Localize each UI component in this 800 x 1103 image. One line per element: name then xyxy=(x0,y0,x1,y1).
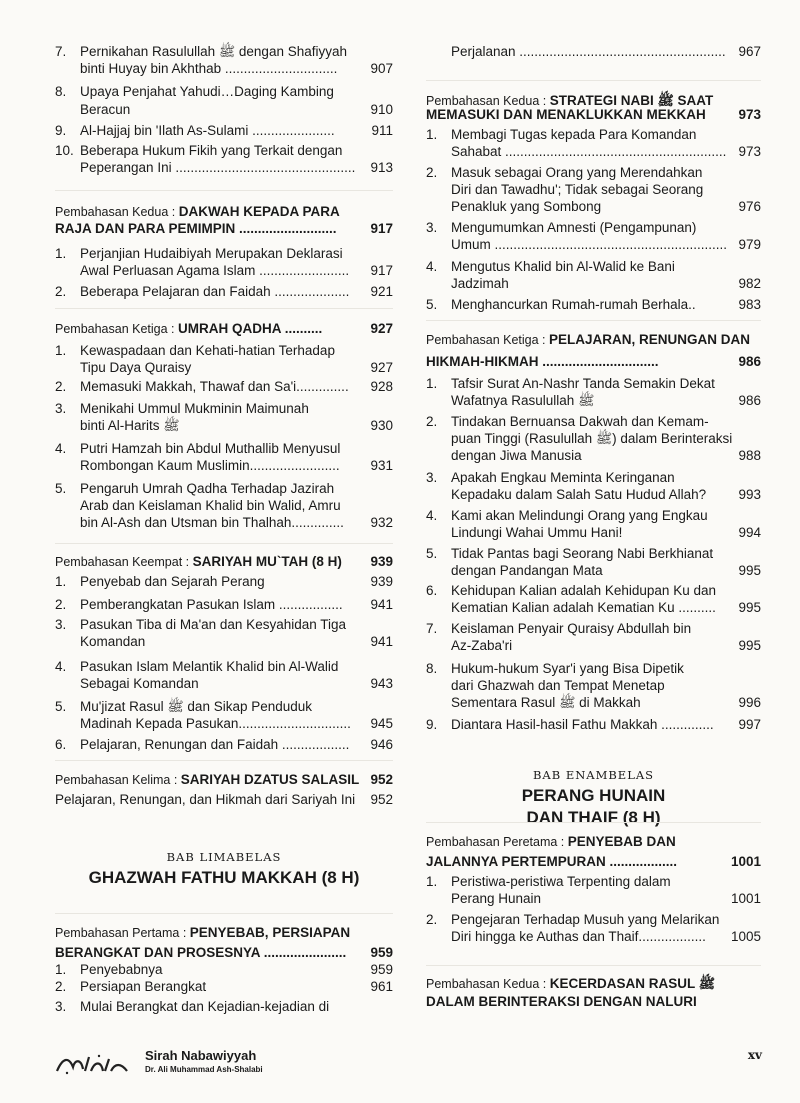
section-title: STRATEGI NABI ﷺ SAAT xyxy=(549,93,714,108)
entry-number: 8. xyxy=(55,84,67,99)
page-ref: 910 xyxy=(370,102,393,117)
section-label: Pembahasan Kedua : xyxy=(426,94,550,108)
entry-number: 2. xyxy=(426,912,438,927)
chapter-title: GHAZWAH FATHU MAKKAH (8 H) xyxy=(88,868,360,887)
entry-number: 3. xyxy=(426,220,438,235)
entry-title: bin Al-Ash dan Utsman bin Thalhah.............. xyxy=(80,515,344,530)
entry-title: Perang Hunain xyxy=(451,891,542,906)
section-title: BERANGKAT DAN PROSESNYA ...................... xyxy=(55,945,347,960)
entry-number: 1. xyxy=(426,874,438,889)
page-ref: 973 xyxy=(738,144,761,159)
entry-title: dengan Jiwa Manusia xyxy=(451,448,582,463)
entry-number: 5. xyxy=(426,297,438,312)
entry-title: dari Ghazwah dan Tempat Menetap xyxy=(451,678,665,693)
entry-number: 1. xyxy=(426,376,438,391)
entry-title: Masuk sebagai Orang yang Merendahkan xyxy=(451,165,703,180)
entry-title: Pelajaran, Renungan dan Faidah .................. xyxy=(80,737,350,752)
entry-number: 8. xyxy=(426,661,438,676)
entry-title: Arab dan Keislaman Khalid bin Walid, Amru xyxy=(80,498,341,513)
entry-number: 3. xyxy=(55,999,67,1014)
page-ref: 932 xyxy=(370,515,393,530)
section-title: MEMASUKI DAN MENAKLUKKAN MEKKAH xyxy=(426,107,706,122)
entry-title: Komandan xyxy=(80,634,146,649)
entry-number: 1. xyxy=(55,574,67,589)
entry-title: Tindakan Bernuansa Dakwah dan Kemam- xyxy=(451,414,709,429)
entry-number: 2. xyxy=(55,597,67,612)
entry-title: Umum .............................................................. xyxy=(451,237,728,252)
entry-title: Mulai Berangkat dan Kejadian-kejadian di xyxy=(80,999,330,1014)
page-ref: 943 xyxy=(370,676,393,691)
section-divider xyxy=(426,80,761,81)
entry-number: 4. xyxy=(55,659,67,674)
entry-number: 6. xyxy=(426,583,438,598)
entry-number: 9. xyxy=(55,123,67,138)
entry-title: Diri hingga ke Authas dan Thaif.................. xyxy=(451,929,706,944)
entry-title: Penakluk yang Sombong xyxy=(451,199,602,214)
section-divider xyxy=(426,965,761,966)
section-label: Pembahasan Keempat : xyxy=(55,555,193,569)
entry-title: Penyebabnya xyxy=(80,962,163,977)
page-ref: 930 xyxy=(370,418,393,433)
page-ref: 959 xyxy=(370,962,393,977)
entry-number: 4. xyxy=(426,508,438,523)
entry-title: Az-Zaba'ri xyxy=(451,638,513,653)
chapter-kicker: BAB ENAMBELAS xyxy=(532,768,655,782)
entry-title: Lindungi Wahai Ummu Hani! xyxy=(451,525,623,540)
entry-title: Persiapan Berangkat xyxy=(80,979,207,994)
entry-title: Madinah Kepada Pasukan.............................. xyxy=(80,716,351,731)
section-title: PELAJARAN, RENUNGAN DAN xyxy=(549,332,751,347)
page-ref: 917 xyxy=(370,221,393,236)
page-ref: 1001 xyxy=(730,854,761,869)
section-label: Pembahasan Kelima : xyxy=(55,773,181,787)
book-author: Dr. Ali Muhammad Ash-Shalabi xyxy=(145,1065,263,1074)
page-ref: 928 xyxy=(370,379,393,394)
publisher-logo xyxy=(55,1053,130,1075)
page-ref: 976 xyxy=(738,199,761,214)
entry-number: 5. xyxy=(55,481,67,496)
entry-title: Peristiwa-peristiwa Terpenting dalam xyxy=(451,874,671,889)
entry-title: Wafatnya Rasulullah ﷺ xyxy=(451,393,595,408)
page-ref: 913 xyxy=(370,160,393,175)
entry-title: Jadzimah xyxy=(451,276,509,291)
page-ref: 979 xyxy=(738,237,761,252)
entry-title: Sahabat ........................................................... xyxy=(451,144,727,159)
page-ref: 927 xyxy=(370,321,393,336)
entry-title: Pengaruh Umrah Qadha Terhadap Jazirah xyxy=(80,481,335,496)
entry-title: Awal Perluasan Agama Islam ........................ xyxy=(80,263,350,278)
entry-title: Upaya Penjahat Yahudi…Daging Kambing xyxy=(80,84,334,99)
entry-title: Al-Hajjaj bin 'Ilath As-Sulami ...................... xyxy=(80,123,335,138)
entry-number: 1. xyxy=(55,246,67,261)
page-ref: 996 xyxy=(738,695,761,710)
entry-title: Mengumumkan Amnesti (Pengampunan) xyxy=(451,220,697,235)
page-number: xv xyxy=(747,1048,762,1062)
section-title: KECERDASAN RASUL ﷺ xyxy=(549,976,716,991)
entry-number: 3. xyxy=(426,470,438,485)
entry-number: 9. xyxy=(426,717,438,732)
section-title: RAJA DAN PARA PEMIMPIN .......................... xyxy=(55,221,337,236)
entry-number: 2. xyxy=(426,414,438,429)
entry-title: Beberapa Pelajaran dan Faidah .................... xyxy=(80,284,350,299)
section-title: DAKWAH KEPADA PARA xyxy=(178,204,340,219)
entry-title: dengan Pandangan Mata xyxy=(451,563,603,578)
section-divider xyxy=(55,308,393,309)
entry-title: Peperangan Ini ................................................ xyxy=(80,160,356,175)
section-divider xyxy=(55,913,393,914)
entry-title: Mengutus Khalid bin Al-Walid ke Bani xyxy=(451,259,675,274)
entry-title: Diri dan Tawadhu'; Tidak sebagai Seorang xyxy=(451,182,704,197)
page-ref: 967 xyxy=(738,44,761,59)
entry-number: 2. xyxy=(55,979,67,994)
chapter-kicker: BAB LIMABELAS xyxy=(166,850,282,864)
page-ref: 994 xyxy=(738,525,761,540)
entry-title: Diantara Hasil-hasil Fathu Makkah .............. xyxy=(451,717,714,732)
entry-title: binti Huyay bin Akhthab .............................. xyxy=(80,61,338,76)
entry-title: Membagi Tugas kepada Para Komandan xyxy=(451,127,697,142)
page-ref: 907 xyxy=(370,61,393,76)
entry-title: Menikahi Ummul Mukminin Maimunah xyxy=(80,401,309,416)
section-title: SARIYAH DZATUS SALASIL xyxy=(180,772,360,787)
entry-title: Pasukan Tiba di Ma'an dan Kesyahidan Tiga xyxy=(80,617,347,632)
entry-number: 4. xyxy=(426,259,438,274)
entry-title: Memasuki Makkah, Thawaf dan Sa'i.............. xyxy=(80,379,349,394)
entry-number: 2. xyxy=(55,379,67,394)
page-ref: 997 xyxy=(738,717,761,732)
section-title: HIKMAH-HIKMAH ............................... xyxy=(426,354,659,369)
page-ref: 982 xyxy=(738,276,761,291)
entry-title: Beberapa Hukum Fikih yang Terkait dengan xyxy=(80,143,343,158)
section-title: DALAM BERINTERAKSI DENGAN NALURI xyxy=(426,994,697,1009)
section-divider xyxy=(55,190,393,191)
section-title: PENYEBAB DAN xyxy=(567,834,676,849)
entry-number: 7. xyxy=(55,44,67,59)
page-ref: 961 xyxy=(370,979,393,994)
entry-title: Kehidupan Kalian adalah Kehidupan Ku dan xyxy=(451,583,716,598)
entry-title: Kematian Kalian adalah Kematian Ku .......... xyxy=(451,600,716,615)
page-ref: 946 xyxy=(370,737,393,752)
entry-number: 5. xyxy=(426,546,438,561)
entry-number: 2. xyxy=(426,165,438,180)
section-label: Pembahasan Ketiga : xyxy=(426,333,549,347)
section-title: SARIYAH MU`TAH (8 H) xyxy=(192,554,342,569)
section-divider xyxy=(426,320,761,321)
entry-title: Penyebab dan Sejarah Perang xyxy=(80,574,265,589)
section-label: Pembahasan Kedua : xyxy=(426,977,550,991)
entry-title: Sementara Rasul ﷺ di Makkah xyxy=(451,695,641,710)
entry-title: Tafsir Surat An-Nashr Tanda Semakin Dekat xyxy=(451,376,715,391)
entry-number: 10. xyxy=(55,143,74,158)
entry-number: 3. xyxy=(55,401,67,416)
chapter-title: PERANG HUNAIN xyxy=(521,786,666,805)
entry-title: Kami akan Melindungi Orang yang Engkau xyxy=(451,508,708,523)
entry-title: Kewaspadaan dan Kehati-hatian Terhadap xyxy=(80,343,335,358)
book-title: Sirah Nabawiyyah xyxy=(145,1048,257,1063)
page-ref: 939 xyxy=(370,574,393,589)
page-ref: 993 xyxy=(738,487,761,502)
section-title: PENYEBAB, PERSIAPAN xyxy=(189,925,351,940)
section-label: Pembahasan Peretama : xyxy=(426,835,568,849)
entry-title: Keislaman Penyair Quraisy Abdullah bin xyxy=(451,621,692,636)
section-title: UMRAH QADHA .......... xyxy=(178,321,323,336)
entry-title: Kepadaku dalam Salah Satu Hudud Allah? xyxy=(451,487,707,502)
page-ref: 939 xyxy=(370,554,393,569)
page-ref: 917 xyxy=(370,263,393,278)
entry-number: 2. xyxy=(55,284,67,299)
entry-number: 1. xyxy=(55,962,67,977)
entry-title: Sebagai Komandan xyxy=(80,676,199,691)
entry-number: 1. xyxy=(55,343,67,358)
entry-title: Perjanjian Hudaibiyah Merupakan Deklarasi xyxy=(80,246,343,261)
entry-title: Pengejaran Terhadap Musuh yang Melarikan xyxy=(451,912,720,927)
page-ref: 973 xyxy=(738,107,761,122)
entry-number: 6. xyxy=(55,737,67,752)
page-ref: 921 xyxy=(370,284,393,299)
page-ref: 986 xyxy=(738,393,761,408)
entry-title: Rombongan Kaum Muslimin........................ xyxy=(80,458,340,473)
entry-title: Apakah Engkau Meminta Keringanan xyxy=(451,470,675,485)
page-ref: 995 xyxy=(738,600,761,615)
entry-title: Perjalanan ....................................................... xyxy=(451,44,726,59)
entry-title: Tipu Daya Quraisy xyxy=(80,360,192,375)
page-ref: 995 xyxy=(738,638,761,653)
entry-title: Tidak Pantas bagi Seorang Nabi Berkhianat xyxy=(451,546,714,561)
page-ref: 945 xyxy=(370,716,393,731)
page-ref: 988 xyxy=(738,448,761,463)
page-ref: 931 xyxy=(370,458,393,473)
entry-number: 1. xyxy=(426,127,438,142)
entry-title: Menghancurkan Rumah-rumah Berhala.. xyxy=(451,297,696,312)
section-divider xyxy=(55,543,393,544)
page-ref: 959 xyxy=(370,945,393,960)
entry-number: 5. xyxy=(55,699,67,714)
entry-title: Pemberangkatan Pasukan Islam ................. xyxy=(80,597,343,612)
chapter-title-line2: DAN THAIF (8 H) xyxy=(526,808,661,827)
page-ref: 927 xyxy=(370,360,393,375)
page-ref: 986 xyxy=(738,354,761,369)
page-ref: 983 xyxy=(738,297,761,312)
entry-title: Putri Hamzah bin Abdul Muthallib Menyusul xyxy=(80,441,341,456)
section-label: Pembahasan Kedua : xyxy=(55,205,179,219)
entry-title: Beracun xyxy=(80,102,131,117)
entry-title: Mu'jizat Rasul ﷺ dan Sikap Penduduk xyxy=(80,699,313,714)
entry-title: Hukum-hukum Syar'i yang Bisa Dipetik xyxy=(451,661,684,676)
page-ref: 1001 xyxy=(730,891,761,906)
page-ref: 941 xyxy=(370,634,393,649)
section-label: Pembahasan Pertama : xyxy=(55,926,190,940)
entry-title: Pernikahan Rasulullah ﷺ dengan Shafiyyah xyxy=(80,44,347,59)
section-divider xyxy=(426,822,761,823)
section-title: JALANNYA PERTEMPURAN .................. xyxy=(426,854,678,869)
entry-number: 3. xyxy=(55,617,67,632)
entry-title: binti Al-Harits ﷺ xyxy=(80,418,180,433)
entry-number: 4. xyxy=(55,441,67,456)
entry-title: puan Tinggi (Rasulullah ﷺ) dalam Berinteraksi xyxy=(451,431,733,446)
page-ref: 911 xyxy=(371,123,393,138)
page-ref: 995 xyxy=(738,563,761,578)
entry-number: 7. xyxy=(426,621,438,636)
page-ref: 941 xyxy=(370,597,393,612)
section-divider xyxy=(55,760,393,761)
entry-title: Pelajaran, Renungan, dan Hikmah dari Sariyah Ini xyxy=(55,792,356,807)
page-ref: 952 xyxy=(370,792,393,807)
page-ref: 1005 xyxy=(730,929,761,944)
page-ref: 952 xyxy=(370,772,393,787)
entry-title: Pasukan Islam Melantik Khalid bin Al-Walid xyxy=(80,659,339,674)
section-label: Pembahasan Ketiga : xyxy=(55,322,178,336)
